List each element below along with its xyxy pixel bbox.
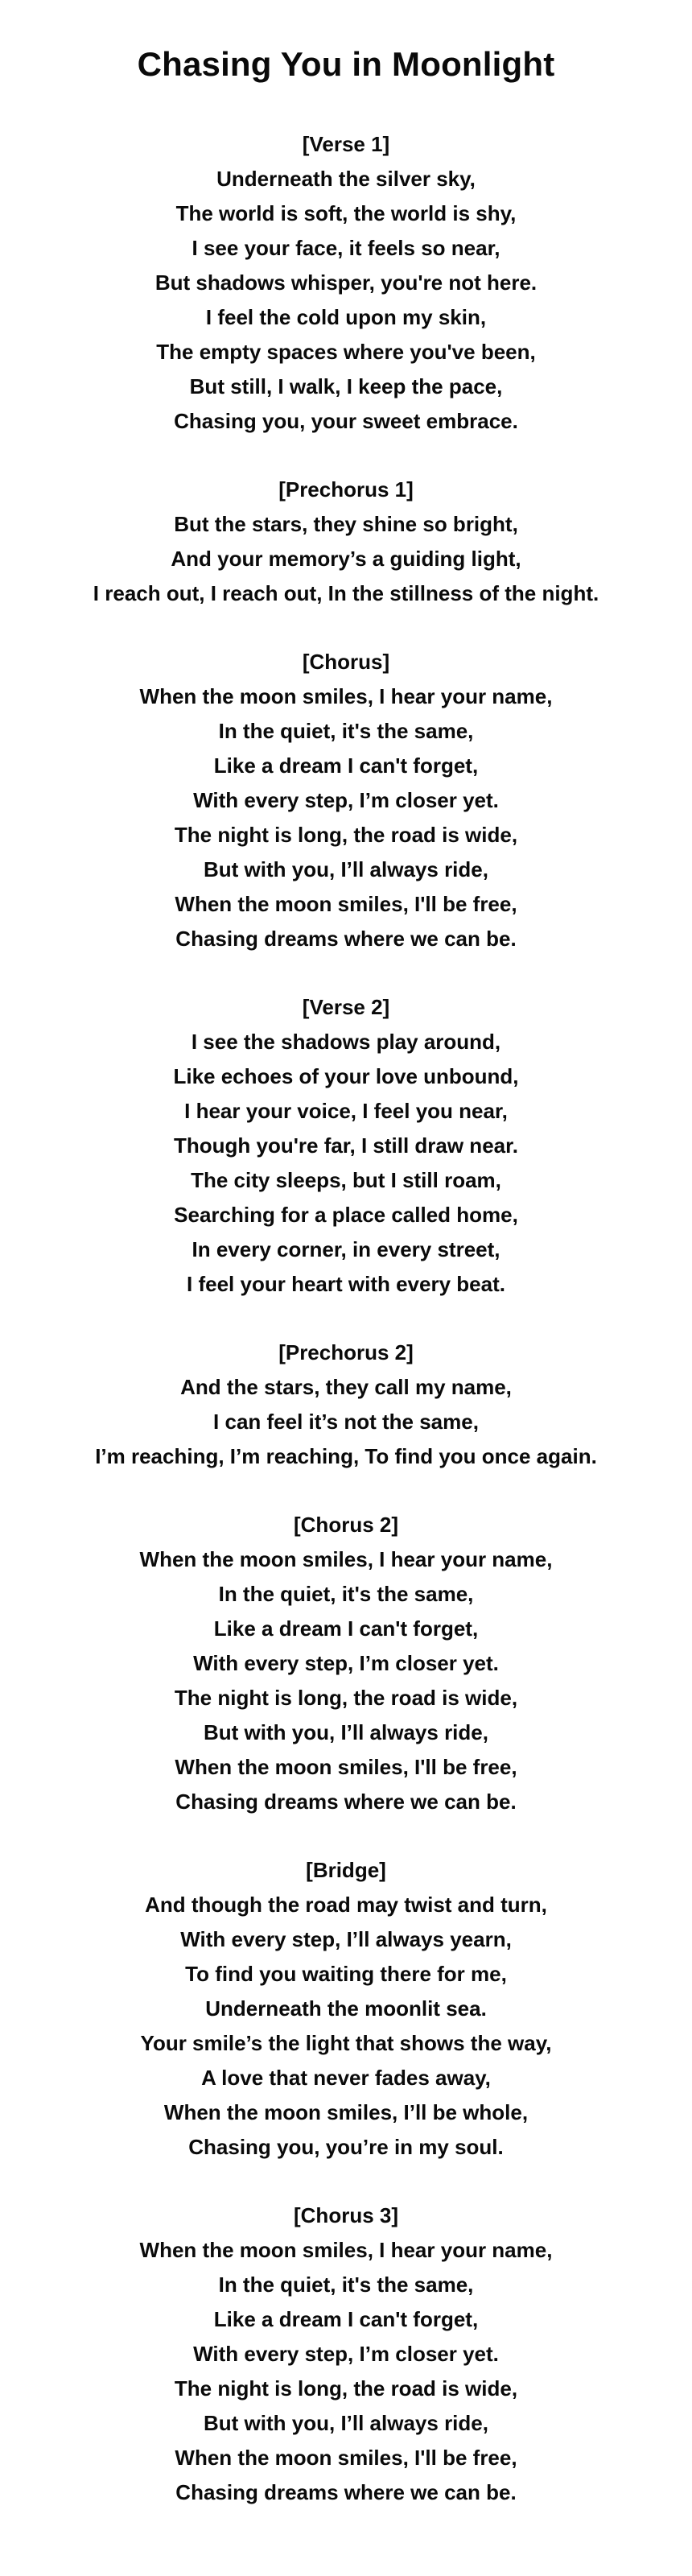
- section-heading: [Chorus 3]: [294, 2203, 398, 2227]
- lyric-line: I see the shadows play around,: [191, 1030, 501, 1054]
- lyric-line: In the quiet, it's the same,: [218, 1582, 474, 1606]
- lyric-line: Chasing dreams where we can be.: [175, 2480, 517, 2504]
- lyric-line: I feel your heart with every beat.: [187, 1272, 505, 1296]
- lyric-line: When the moon smiles, I hear your name,: [139, 684, 553, 708]
- lyric-line: The night is long, the road is wide,: [174, 1686, 518, 1710]
- lyric-line: Like a dream I can't forget,: [213, 753, 479, 778]
- lyric-line: I reach out, I reach out, In the stillness of the night.: [93, 581, 599, 605]
- lyric-line: And though the road may twist and turn,: [145, 1893, 547, 1917]
- section-heading: [Bridge]: [306, 1858, 386, 1882]
- section-heading: [Verse 1]: [302, 132, 390, 156]
- lyric-line: With every step, I’m closer yet.: [193, 2342, 499, 2366]
- lyric-line: I’m reaching, I’m reaching, To find you once again.: [95, 1444, 597, 1468]
- lyric-line: To find you waiting there for me,: [185, 1962, 507, 1986]
- lyric-line: When the moon smiles, I hear your name,: [139, 2238, 553, 2262]
- lyric-line: The world is soft, the world is shy,: [175, 201, 517, 225]
- lyric-line: With every step, I’m closer yet.: [193, 1651, 499, 1675]
- lyric-line: When the moon smiles, I'll be free,: [175, 1755, 517, 1779]
- section-heading: [Verse 2]: [302, 995, 390, 1019]
- lyric-line: Chasing you, you’re in my soul.: [188, 2135, 504, 2159]
- lyrics-body: [0, 127, 692, 2510]
- lyrics-section: [0, 645, 692, 956]
- lyric-line: The empty spaces where you've been,: [156, 340, 536, 364]
- lyrics-section: [0, 1335, 692, 1474]
- section-heading: [Prechorus 1]: [278, 477, 414, 502]
- lyric-line: A love that never fades away,: [201, 2066, 491, 2090]
- lyric-line: But with you, I’ll always ride,: [204, 857, 488, 881]
- lyric-line: The night is long, the road is wide,: [174, 823, 518, 847]
- lyric-line: In every corner, in every street,: [192, 1237, 500, 1261]
- lyric-line: But shadows whisper, you're not here.: [154, 270, 538, 295]
- lyric-line: Underneath the moonlit sea.: [205, 1996, 487, 2021]
- lyrics-section: [0, 1853, 692, 2165]
- song-title: Chasing You in Moonlight: [137, 45, 555, 83]
- section-heading: [Chorus]: [302, 650, 390, 674]
- lyric-line: I feel the cold upon my skin,: [205, 305, 487, 329]
- lyrics-section: [0, 473, 692, 611]
- lyric-line: When the moon smiles, I'll be free,: [175, 2446, 517, 2470]
- lyrics-section: [0, 127, 692, 439]
- lyric-line: Like a dream I can't forget,: [213, 2307, 479, 2331]
- lyric-line: I see your face, it feels so near,: [192, 236, 500, 260]
- lyric-line: Your smile’s the light that shows the way,: [140, 2031, 552, 2055]
- lyric-line: Chasing dreams where we can be.: [175, 927, 517, 951]
- lyric-line: Searching for a place called home,: [174, 1203, 518, 1227]
- lyric-line: I can feel it’s not the same,: [213, 1410, 479, 1434]
- lyrics-section: [0, 990, 692, 1302]
- lyric-line: Chasing you, your sweet embrace.: [174, 409, 518, 433]
- lyric-line: With every step, I’ll always yearn,: [180, 1927, 512, 1951]
- lyric-line: I hear your voice, I feel you near,: [184, 1099, 508, 1123]
- lyric-line: Underneath the silver sky,: [216, 167, 476, 191]
- lyric-line: When the moon smiles, I’ll be whole,: [163, 2100, 529, 2124]
- lyric-line: When the moon smiles, I hear your name,: [139, 1547, 553, 1571]
- lyric-line: In the quiet, it's the same,: [218, 719, 474, 743]
- lyric-line: Chasing dreams where we can be.: [175, 1790, 517, 1814]
- lyric-line: But the stars, they shine so bright,: [174, 512, 518, 536]
- lyric-line: Though you're far, I still draw near.: [173, 1133, 519, 1158]
- lyrics-section: [0, 2198, 692, 2510]
- lyric-line: But with you, I’ll always ride,: [204, 2411, 488, 2435]
- lyric-line: And the stars, they call my name,: [180, 1375, 512, 1399]
- lyric-line: Like echoes of your love unbound,: [173, 1064, 519, 1088]
- section-heading: [Prechorus 2]: [278, 1340, 414, 1364]
- lyric-line: Like a dream I can't forget,: [213, 1616, 479, 1641]
- lyric-line: And your memory’s a guiding light,: [171, 547, 521, 571]
- lyrics-section: [0, 1508, 692, 1819]
- lyric-line: The city sleeps, but I still roam,: [191, 1168, 501, 1192]
- lyric-line: The night is long, the road is wide,: [174, 2376, 518, 2401]
- lyric-line: With every step, I’m closer yet.: [193, 788, 499, 812]
- section-heading: [Chorus 2]: [294, 1513, 398, 1537]
- lyric-line: But still, I walk, I keep the pace,: [189, 374, 503, 398]
- lyric-line: In the quiet, it's the same,: [218, 2273, 474, 2297]
- lyric-line: When the moon smiles, I'll be free,: [175, 892, 517, 916]
- lyric-line: But with you, I’ll always ride,: [204, 1720, 488, 1744]
